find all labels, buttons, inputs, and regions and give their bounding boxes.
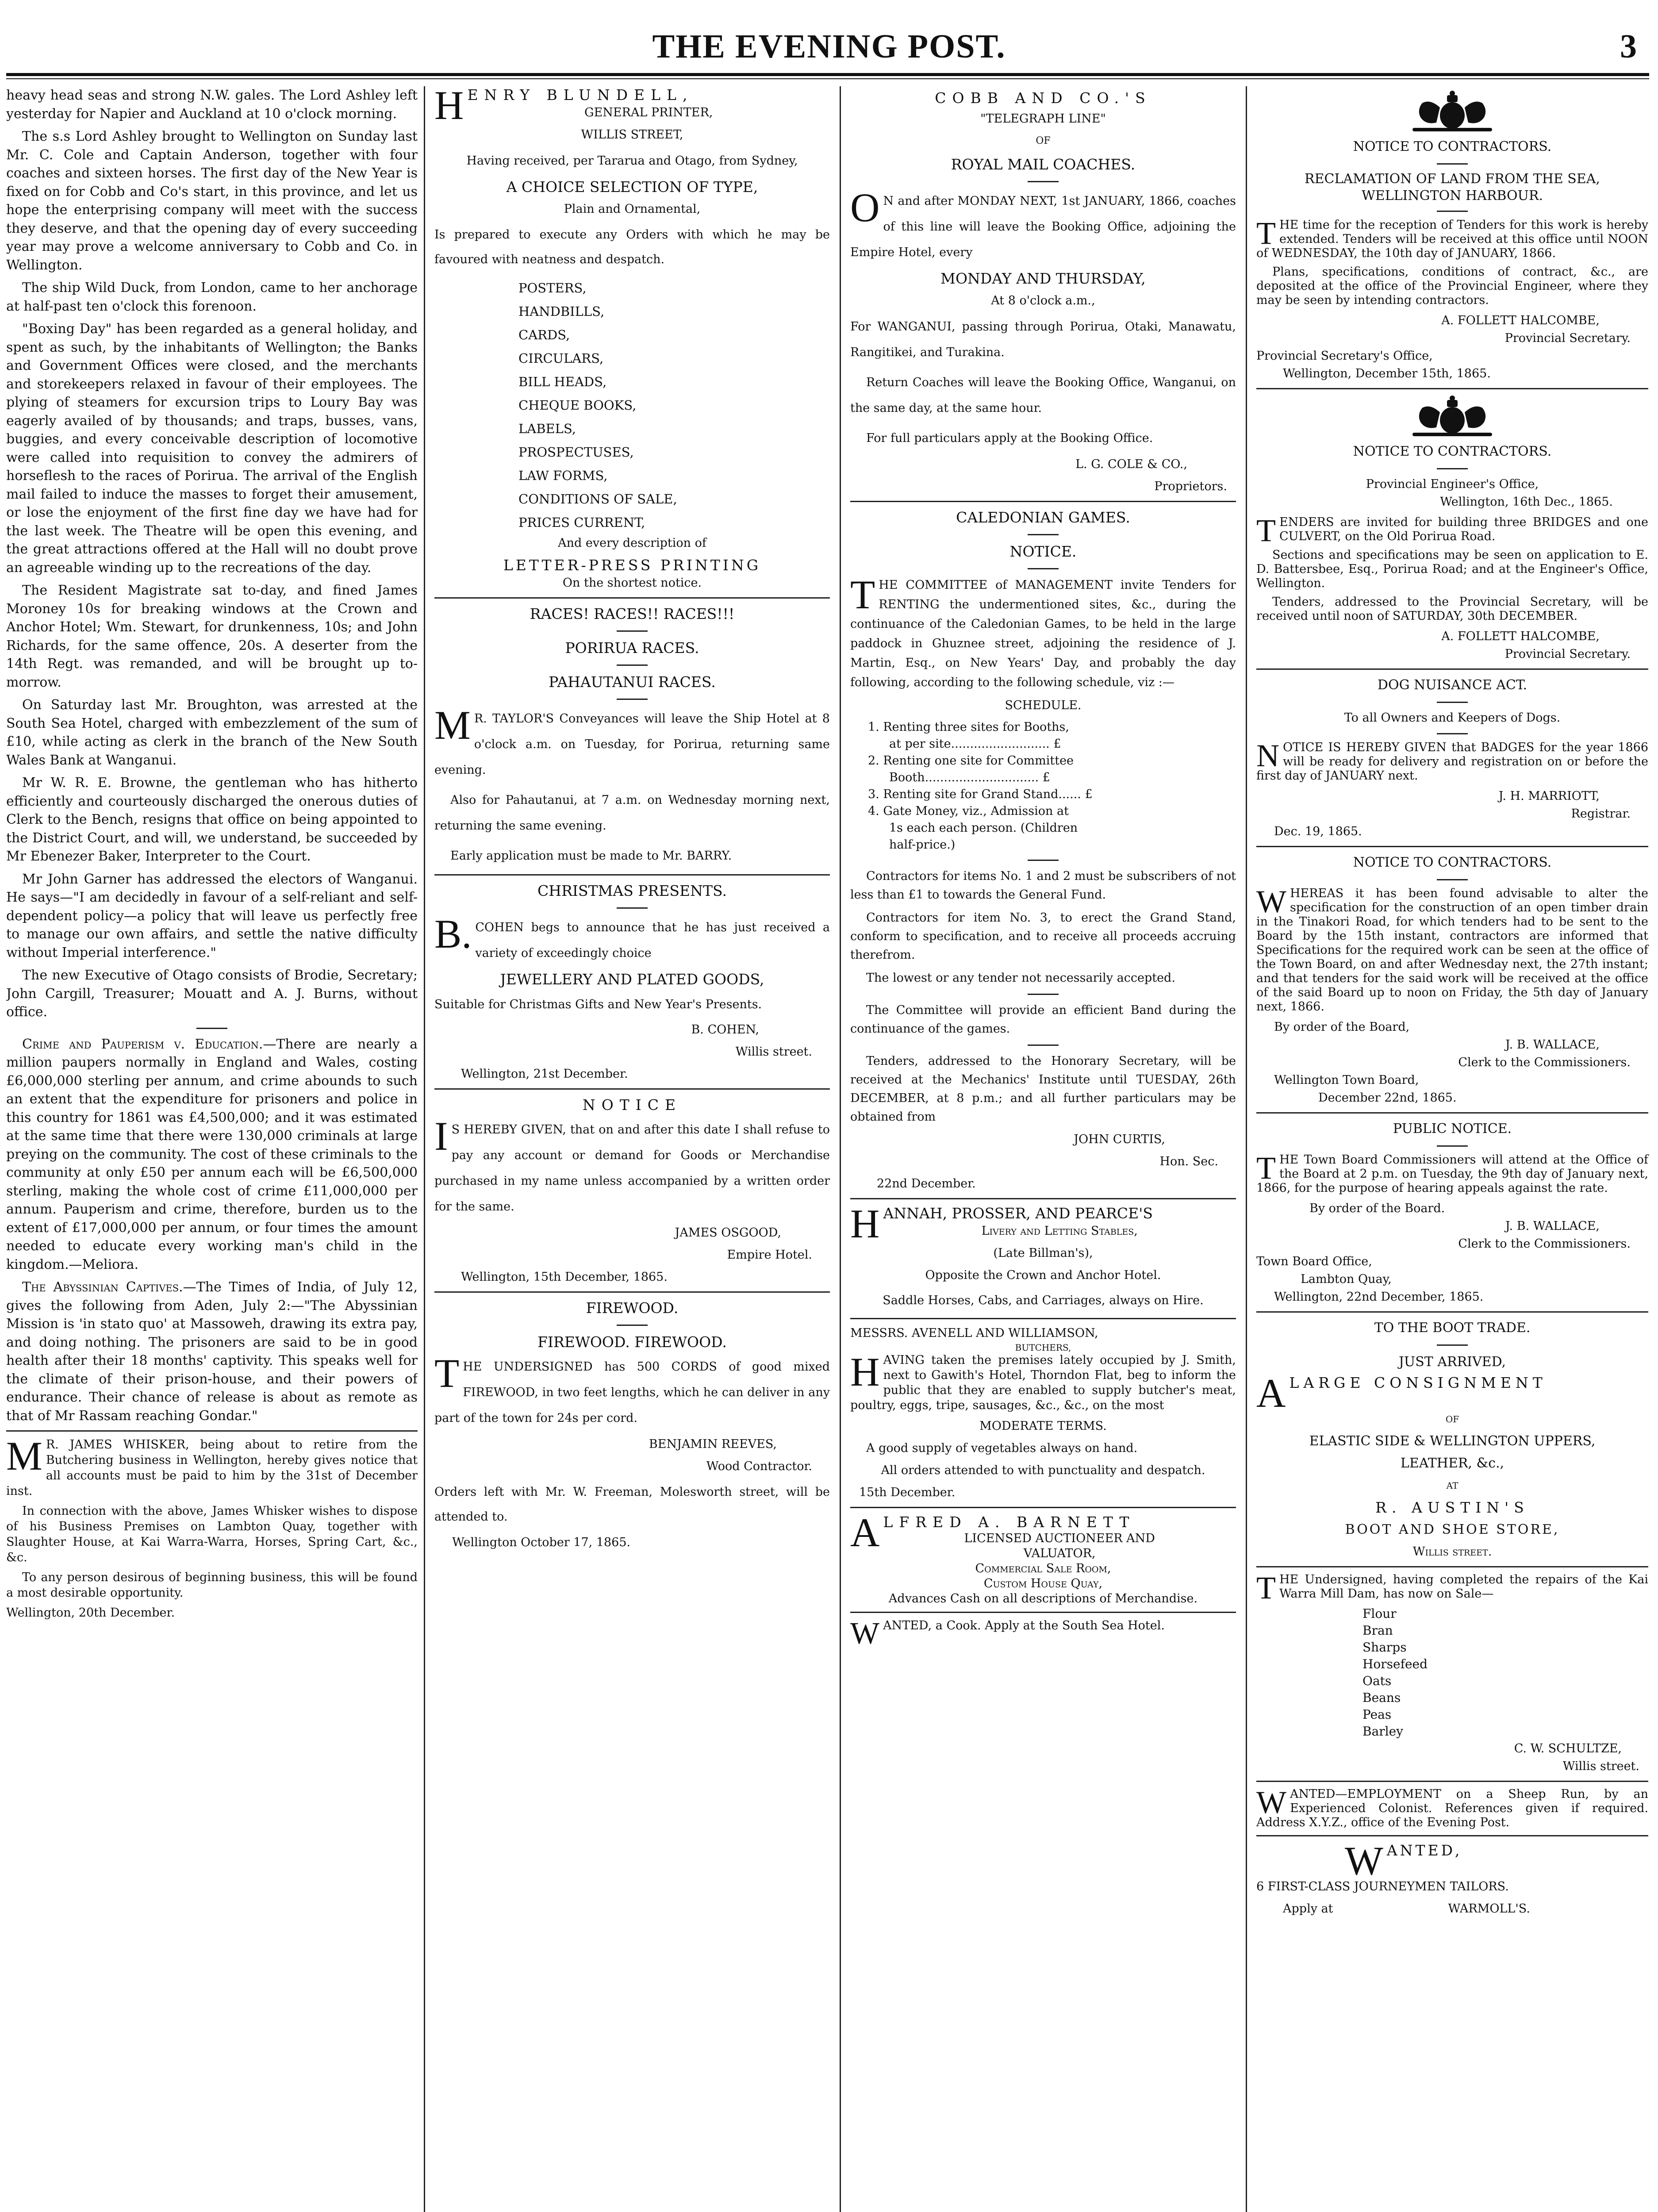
drop-cap: M bbox=[434, 703, 471, 748]
blundell-title: ENRY BLUNDELL, bbox=[467, 86, 694, 104]
separator bbox=[1028, 534, 1059, 535]
cook-text: ANTED, a Cook. Apply at the South Sea Hotel. bbox=[883, 1619, 1165, 1632]
contractors3-notice bbox=[1256, 853, 1648, 1107]
contractors2-sig: A. FOLLETT HALCOMBE, bbox=[1441, 630, 1600, 643]
contractors3-by: By order of the Board, bbox=[1274, 1020, 1410, 1034]
boot-store: BOOT AND SHOE STORE, bbox=[1345, 1522, 1560, 1537]
list-item: PRICES CURRENT, bbox=[518, 515, 645, 530]
firewood-sig: BENJAMIN REEVES, bbox=[649, 1437, 777, 1451]
list-item: Bran bbox=[1362, 1623, 1393, 1638]
cobb-p2: For WANGANUI, passing through Porirua, Otaki, Manawatu, Rangitikei, and Turakina. bbox=[850, 320, 1236, 359]
blundell-received: Having received, per Tararua and Otago, from Sydney, bbox=[466, 154, 798, 168]
firewood-heading: FIREWOOD. bbox=[586, 1299, 679, 1317]
races-ad bbox=[434, 604, 830, 869]
schedule-item: 1. Renting three sites for Booths, bbox=[868, 720, 1069, 734]
tailors-title: ANTED, bbox=[1386, 1842, 1462, 1859]
caledonian-schedule: SCHEDULE. bbox=[1005, 699, 1082, 712]
dog-to: To all Owners and Keepers of Dogs. bbox=[1344, 711, 1561, 725]
coat-of-arms-icon bbox=[1399, 90, 1505, 134]
notice-hotel: Empire Hotel. bbox=[727, 1248, 812, 1262]
schultze-produce-list bbox=[1256, 1605, 1648, 1740]
barnett-l4: Custom House Quay, bbox=[983, 1577, 1103, 1590]
hannah-sub: Livery and Letting Stables, bbox=[981, 1224, 1138, 1238]
drop-cap: T bbox=[1256, 1570, 1276, 1605]
contractors2-date: Wellington, 16th Dec., 1865. bbox=[1440, 495, 1613, 509]
separator bbox=[1256, 388, 1648, 389]
pahautanui-races: PAHAUTANUI RACES. bbox=[549, 673, 716, 691]
contractors3-heading: NOTICE TO CONTRACTORS. bbox=[1353, 855, 1552, 870]
schultze-street: Willis street. bbox=[1562, 1759, 1639, 1773]
schedule-item: 4. Gate Money, viz., Admission at bbox=[868, 804, 1069, 818]
barnett-l5: Advances Cash on all descriptions of Merchandise. bbox=[888, 1592, 1198, 1605]
schultze-p1: HE Undersigned, having completed the repairs of the Kai Warra Mill Dam, has now on Sale— bbox=[1279, 1573, 1648, 1601]
separator bbox=[1256, 1781, 1648, 1782]
drop-cap: W bbox=[1345, 1838, 1383, 1883]
christmas-p2: Suitable for Christmas Gifts and New Year's Presents. bbox=[434, 998, 762, 1011]
notice-heading: NOTICE bbox=[582, 1096, 682, 1114]
drop-cap: T bbox=[1256, 215, 1276, 251]
contractors3-date: December 22nd, 1865. bbox=[1318, 1091, 1457, 1105]
employment-text: ANTED—EMPLOYMENT on a Sheep Run, by an Experienced Colonist. References given if required. Address X.Y.Z., office of the Evening Post. bbox=[1256, 1787, 1648, 1829]
tailors-text: 6 FIRST-CLASS JOURNEYMEN TAILORS. bbox=[1256, 1880, 1509, 1893]
column-divider bbox=[424, 86, 425, 2212]
dog-p1: OTICE IS HEREBY GIVEN that BADGES for the year 1866 will be ready for delivery and registration on or before the first day of JANUARY next. bbox=[1256, 741, 1648, 783]
separator bbox=[617, 630, 648, 632]
drop-cap: T bbox=[1256, 1150, 1276, 1186]
notice-sig: JAMES OSGOOD, bbox=[675, 1226, 781, 1240]
hannah-saddle: Saddle Horses, Cabs, and Carriages, always on Hire. bbox=[883, 1294, 1204, 1307]
separator bbox=[434, 1088, 830, 1090]
news-paragraph: The new Executive of Otago consists of Brodie, Secretary; John Cargill, Treasurer; Mouatt and A. J. Burns, without office. bbox=[6, 968, 418, 1020]
separator bbox=[1028, 181, 1059, 182]
avenell-p1: AVING taken the premises lately occupied by J. Smith, next to Gawith's Hotel, Thorndon Flat, beg to inform the public that they are enabled to supply butcher's meat, poultry, eggs, tripe, sausages, &c., &c., on the most bbox=[850, 1353, 1236, 1412]
contractors3-p1: HEREAS it has been found advisable to alter the specification for the construction of an open timber drain in the Tinakori Road, for which tenders had to be sent to the Board by the 15th instant, contractors are informed that Specifications for the required work can be seen at the office of the Town Board, on and after Wednesday next, the 27th instant; and that tenders for the said work will be received at the office of the said Board up to noon on Friday, the 5th day of January next, 1866. bbox=[1256, 887, 1648, 1014]
separator bbox=[1256, 846, 1648, 847]
tailors-ad bbox=[1256, 1838, 1648, 1918]
boot-large: LARGE CONSIGNMENT bbox=[1289, 1374, 1547, 1391]
news-paragraph: On Saturday last Mr. Broughton, was arrested at the South Sea Hotel, charged with embezzlement of the sum of £10, while acting as clerk in the branch of the New South Wales Bank at Wanganui. bbox=[6, 697, 418, 768]
blundell-list bbox=[434, 276, 830, 534]
barnett-l1: LICENSED AUCTIONEER AND bbox=[964, 1532, 1155, 1545]
drop-cap: T bbox=[850, 572, 875, 617]
schedule-item: half-price.) bbox=[889, 838, 956, 852]
news-paragraph: "Boxing Day" has been regarded as a general holiday, and spent as such, by the inhabitants of Wellington; the Banks and Government Offices were closed, and the merchants and storekeepers relaxed in favour of their employees. The plying of steamers for excursion trips to Loury Bay was eagerly availed of by thousands; and traps, busses, vans, buggies, and every conceivable description of locomotive were called into requisition to convey the admirers of horseflesh to the races of Porirua. The arrival of the English mail failed to induce the masses to forget their amusement, or lose the enjoyment of the first fine day we have had for the last week. The Theatre will be open this evening, and the great attractions offered at the Hall will no doubt prove an agreeable winding up to the recreations of the day. bbox=[6, 321, 418, 576]
schedule-item: 3. Renting site for Grand Stand...... £ bbox=[868, 787, 1093, 801]
public-title: Clerk to the Commissioners. bbox=[1458, 1237, 1631, 1251]
schultze-ad bbox=[1256, 1570, 1648, 1775]
caledonian-p1: HE COMMITTEE of MANAGEMENT invite Tenders for RENTING the undermentioned sites, &c., during the continuance of the Caledonian Games, to be held in the large paddock in Ghuznee street, adjoining the residence of J. Martin, Esq., on New Years' Day, and probably the day following, according to the following schedule, viz :— bbox=[850, 578, 1236, 689]
separator bbox=[1437, 468, 1468, 469]
firewood-ad bbox=[434, 1298, 830, 1551]
cobb-title: COBB AND CO.'S bbox=[935, 89, 1151, 107]
separator bbox=[6, 1430, 418, 1432]
column-divider bbox=[1246, 86, 1247, 2212]
page-number: 3 bbox=[1620, 28, 1637, 65]
separator bbox=[1028, 994, 1059, 995]
firewood-p1: HE UNDERSIGNED has 500 CORDS of good mixed FIREWOOD, in two feet lengths, which he can deliver in any part of the town for 24s per cord. bbox=[434, 1360, 830, 1425]
separator bbox=[1256, 1311, 1648, 1313]
drop-cap: W bbox=[1256, 884, 1286, 919]
separator bbox=[1256, 1112, 1648, 1114]
news-paragraph: The Resident Magistrate sat to-day, and fined James Moroney 10s for breaking windows at the Crown and Anchor Hotel; Wm. Stewart, for drunkenness, 10s; and John Richards, for the same offence, 20s. A deserter from the 14th Regt. was remanded, and will be brought up to-morrow. bbox=[6, 583, 418, 690]
caledonian-title: Hon. Sec. bbox=[1159, 1155, 1218, 1168]
drop-cap: H bbox=[850, 1201, 880, 1246]
firewood-orders: Orders left with Mr. W. Freeman, Molesworth street, will be attended to. bbox=[434, 1485, 830, 1524]
news-paragraph: Mr John Garner has addressed the electors of Wanganui. He says—"I am decidedly in favour of a self-reliant and self-dependent policy—a policy that will leave us perfectly free to manage our own affairs, and settle the native difficulty without Imperial interference." bbox=[6, 871, 418, 960]
blundell-sub1: GENERAL PRINTER, bbox=[584, 106, 713, 119]
schedule-item: 1s each each person. (Children bbox=[889, 821, 1078, 835]
list-item: Peas bbox=[1362, 1707, 1392, 1722]
list-item: BILL HEADS, bbox=[518, 374, 607, 389]
cobb-prop: Proprietors. bbox=[1154, 480, 1227, 493]
list-item: Flour bbox=[1362, 1606, 1397, 1621]
drop-cap: W bbox=[1256, 1785, 1286, 1820]
contractors2-p3: Tenders, addressed to the Provincial Secretary, will be received until noon of SATURDAY, 30th DECEMBER. bbox=[1256, 595, 1648, 623]
contractors1-office: Provincial Secretary's Office, bbox=[1256, 349, 1433, 363]
drop-cap: T bbox=[434, 1351, 460, 1396]
contractors3-office: Wellington Town Board, bbox=[1274, 1073, 1419, 1087]
contractors2-p1: ENDERS are invited for building three BRIDGES and one CULVERT, on the Old Porirua Road. bbox=[1279, 515, 1648, 543]
caledonian-ad bbox=[850, 507, 1236, 1193]
christmas-jewellery: JEWELLERY AND PLATED GOODS, bbox=[500, 971, 764, 988]
public-quay: Lambton Quay, bbox=[1301, 1272, 1392, 1286]
caledonian-date: 22nd December. bbox=[877, 1177, 976, 1190]
whisker-premises: In connection with the above, James Whisker wishes to dispose of his Business Premises on Lambton Quay, together with Slaughter House, at Kai Warra-Warra, Horses, Spring Cart, &c., &c. bbox=[6, 1504, 418, 1564]
contractors1-sig: A. FOLLETT HALCOMBE, bbox=[1441, 314, 1600, 327]
drop-cap: A bbox=[850, 1510, 880, 1555]
masthead-rule bbox=[6, 73, 1649, 76]
abyssinian-heading: The Abyssinian Captives. bbox=[22, 1279, 183, 1295]
caledonian-heading: CALEDONIAN GAMES. bbox=[956, 509, 1130, 526]
caledonian-p4: The lowest or any tender not necessarily accepted. bbox=[866, 971, 1175, 985]
christmas-ad bbox=[434, 881, 830, 1083]
barnett-title: LFRED A. BARNETT bbox=[883, 1513, 1136, 1531]
whisker-notice: R. JAMES WHISKER, being about to retire from the Butchering business in Wellington, hereby gives notice that all accounts must be paid to him by the 31st of December inst. bbox=[6, 1438, 418, 1498]
separator bbox=[1028, 860, 1059, 861]
dog-title: Registrar. bbox=[1571, 807, 1631, 821]
barnett-ad bbox=[850, 1510, 1236, 1606]
news-paragraph: Mr W. R. E. Browne, the gentleman who has hitherto efficiently and courteously discharged the onerous duties of Clerk to the Bench, resigns that office on being appointed to the District Court, and will, we understand, be succeeded by Mr Ebenezer Baker, Interpreter to the Court. bbox=[6, 775, 418, 864]
drop-cap: B. bbox=[434, 911, 472, 956]
newspaper-title: THE EVENING POST. bbox=[652, 28, 1006, 65]
tailors-name: WARMOLL'S. bbox=[1448, 1902, 1530, 1916]
boot-arrived: JUST ARRIVED, bbox=[1398, 1354, 1506, 1370]
drop-cap: N bbox=[1256, 738, 1279, 773]
blundell-ad bbox=[434, 86, 830, 592]
blundell-shortest: On the shortest notice. bbox=[562, 576, 702, 590]
caledonian-p3: Contractors for item No. 3, to erect the Grand Stand, conform to specification, and to receive all proceeds accruing therefrom. bbox=[850, 911, 1236, 962]
news-paragraph: heavy head seas and strong N.W. gales. The Lord Ashley left yesterday for Napier and Auckland at 10 o'clock morning. bbox=[6, 88, 418, 122]
list-item: HANDBILLS, bbox=[518, 304, 605, 319]
separator bbox=[1437, 1145, 1468, 1147]
separator bbox=[434, 874, 830, 876]
separator bbox=[434, 1291, 830, 1293]
caledonian-sig: JOHN CURTIS, bbox=[1074, 1133, 1165, 1146]
schedule-item: 2. Renting one site for Committee bbox=[868, 754, 1074, 768]
drop-cap: A bbox=[1256, 1371, 1286, 1416]
avenell-p2: A good supply of vegetables always on hand. bbox=[866, 1441, 1138, 1455]
public-notice bbox=[1256, 1119, 1648, 1306]
crime-text: —There are nearly a million paupers normally in England and Wales, costing £6,000,000 sterling per annum, and crime abounds to such an extent that the expenditure for prisoners and police in this country for 1861 was £4,500,000; and it was estimated at the same time that there were 130,000 criminals at large preying on the community. The cost of these criminals to the community at only £50 per annum each will be £6,500,000 sterling, making the whole cost of crime £11,000,000 per annum. Pauperism and crime, therefore, burden us to the extent of £17,000,000 per annum, or four times the amount needed to educate every working man's child in the kingdom.—Meliora. bbox=[6, 1036, 418, 1272]
crime-article bbox=[6, 1035, 418, 1274]
porirua-races: PORIRUA RACES. bbox=[565, 639, 699, 657]
abyssinian-text: —The Times of India, of July 12, gives the following from Aden, July 2:—"The Abyssinian Mission is 'in stato quo' at Massoweh, drawing its extra pay, and doing nothing. The prisoners are said to be in good health after their 18 months' captivity. This speaks well for the climate of their prison-house, and their powers of endurance. Their chance of release is about as remote as that of Mr Rassam reaching Gondar." bbox=[6, 1279, 418, 1424]
hannah-ad bbox=[850, 1201, 1236, 1313]
contractors1-title: Provincial Secretary. bbox=[1504, 331, 1631, 345]
separator bbox=[617, 907, 648, 909]
list-item: CONDITIONS OF SALE, bbox=[518, 492, 677, 507]
separator bbox=[850, 1612, 1236, 1613]
public-date: Wellington, 22nd December, 1865. bbox=[1274, 1290, 1484, 1304]
drop-cap: H bbox=[434, 86, 464, 128]
firewood-sub: FIREWOOD. FIREWOOD. bbox=[537, 1333, 727, 1351]
public-heading: PUBLIC NOTICE. bbox=[1393, 1121, 1512, 1137]
caledonian-schedule-list bbox=[850, 719, 1236, 853]
barnett-l3: Commercial Sale Room, bbox=[975, 1562, 1111, 1575]
list-item: Oats bbox=[1362, 1674, 1392, 1688]
list-item: PROSPECTUSES, bbox=[518, 445, 634, 460]
races-p3: Early application must be made to Mr. BARRY. bbox=[450, 849, 732, 863]
hannah-late: (Late Billman's), bbox=[993, 1246, 1093, 1260]
contractors1-notice bbox=[1256, 137, 1648, 383]
coat-of-arms-icon bbox=[1399, 395, 1505, 439]
separator bbox=[1256, 1566, 1648, 1567]
separator bbox=[1437, 211, 1468, 212]
caledonian-p5: The Committee will provide an efficient Band during the continuance of the games. bbox=[850, 1003, 1236, 1036]
avenell-ad bbox=[850, 1325, 1236, 1502]
separator bbox=[1437, 1344, 1468, 1346]
christmas-date: Wellington, 21st December. bbox=[461, 1067, 628, 1081]
caledonian-p6: Tenders, addressed to the Honorary Secretary, will be received at the Mechanics' Institute until TUESDAY, 26th DECEMBER, at 8 p.m.; and all further particulars may be obtained from bbox=[850, 1054, 1236, 1124]
dog-sig: J. H. MARRIOTT, bbox=[1498, 789, 1600, 803]
caledonian-notice: NOTICE. bbox=[1009, 543, 1077, 560]
contractors2-title: Provincial Secretary. bbox=[1504, 647, 1631, 661]
cobb-time: At 8 o'clock a.m., bbox=[991, 294, 1095, 307]
list-item: Beans bbox=[1362, 1690, 1401, 1705]
notice-p1: S HEREBY GIVEN, that on and after this date I shall refuse to pay any account or demand for Goods or Merchandise purchased in my name unless accompanied by a written order for the same. bbox=[434, 1123, 830, 1214]
separator bbox=[1256, 668, 1648, 670]
avenell-heading: MESSRS. AVENELL AND WILLIAMSON, bbox=[850, 1326, 1098, 1340]
separator bbox=[1028, 1045, 1059, 1046]
blundell-choice: A CHOICE SELECTION OF TYPE, bbox=[506, 178, 758, 196]
list-item: LAW FORMS, bbox=[518, 468, 608, 483]
dog-date: Dec. 19, 1865. bbox=[1274, 825, 1362, 838]
list-item: POSTERS, bbox=[518, 280, 587, 296]
drop-cap: I bbox=[434, 1114, 448, 1159]
contractors1-date: Wellington, December 15th, 1865. bbox=[1283, 367, 1491, 380]
separator bbox=[1256, 1835, 1648, 1836]
cook-ad bbox=[850, 1617, 1236, 1651]
schedule-item: Booth.............................. £ bbox=[889, 771, 1050, 784]
drop-cap: O bbox=[850, 185, 880, 230]
races-p1: R. TAYLOR'S Conveyances will leave the Ship Hotel at 8 o'clock a.m. on Tuesday, for Porirua, returning same evening. bbox=[434, 712, 830, 777]
separator bbox=[850, 501, 1236, 502]
whisker-opportunity: To any person desirous of beginning business, this will be found a most desirable opportunity. bbox=[6, 1571, 418, 1600]
schedule-item: at per site.......................... £ bbox=[889, 737, 1061, 751]
tailors-apply: Apply at bbox=[1283, 1902, 1333, 1916]
column-notices bbox=[1252, 86, 1653, 2212]
firewood-title: Wood Contractor. bbox=[706, 1459, 812, 1473]
whisker-ad bbox=[6, 1433, 418, 1621]
hannah-opp: Opposite the Crown and Anchor Hotel. bbox=[925, 1268, 1161, 1282]
boot-of: OF bbox=[1445, 1414, 1459, 1425]
christmas-street: Willis street. bbox=[735, 1045, 812, 1059]
osgood-notice bbox=[434, 1095, 830, 1286]
christmas-p1: COHEN begs to announce that he has just received a variety of exceedingly choice bbox=[475, 921, 830, 960]
blundell-every: And every description of bbox=[558, 536, 706, 550]
separator bbox=[1028, 568, 1059, 569]
separator bbox=[434, 597, 830, 599]
contractors2-p2: Sections and specifications may be seen on application to E. D. Battersbee, Esq., Porirua Road; and at the Engineer's Office, Wellington. bbox=[1256, 548, 1648, 590]
cobb-line: "TELEGRAPH LINE" bbox=[980, 112, 1106, 126]
boot-austin: R. AUSTIN'S bbox=[1375, 1499, 1529, 1516]
list-item: CIRCULARS, bbox=[518, 351, 604, 366]
separator bbox=[196, 1028, 227, 1029]
boot-ad bbox=[1256, 1318, 1648, 1561]
blundell-sub2: WILLIS STREET, bbox=[581, 128, 683, 142]
cobb-p4: For full particulars apply at the Booking Office. bbox=[866, 431, 1153, 445]
dog-heading: DOG NUISANCE ACT. bbox=[1377, 677, 1528, 693]
notice-date: Wellington, 15th December, 1865. bbox=[461, 1270, 668, 1284]
boot-at: AT bbox=[1446, 1480, 1458, 1491]
cobb-p1: N and after MONDAY NEXT, 1st JANUARY, 1866, coaches of this line will leave the Booking Office, adjoining the Empire Hotel, every bbox=[850, 194, 1236, 259]
crime-heading: Crime and Pauperism v. Education. bbox=[22, 1036, 263, 1052]
races-p2: Also for Pahautanui, at 7 a.m. on Wednesday morning next, returning the same evening. bbox=[434, 793, 830, 833]
employment-ad bbox=[1256, 1787, 1648, 1830]
list-item: Horsefeed bbox=[1362, 1657, 1428, 1671]
masthead bbox=[0, 0, 1658, 88]
blundell-letterpress: LETTER-PRESS PRINTING bbox=[503, 557, 761, 574]
contractors2-notice bbox=[1256, 442, 1648, 663]
separator bbox=[617, 1325, 648, 1326]
cobb-days: MONDAY AND THURSDAY, bbox=[940, 270, 1146, 287]
drop-cap: W bbox=[850, 1617, 880, 1651]
barnett-l2: VALUATOR, bbox=[1023, 1547, 1096, 1560]
cobb-of: OF bbox=[1036, 135, 1051, 146]
separator bbox=[850, 1318, 1236, 1319]
drop-cap: T bbox=[1256, 513, 1276, 548]
list-item: LABELS, bbox=[518, 421, 576, 436]
contractors3-title: Clerk to the Commissioners. bbox=[1458, 1056, 1631, 1069]
christmas-heading: CHRISTMAS PRESENTS. bbox=[537, 882, 727, 899]
list-item: Sharps bbox=[1362, 1640, 1407, 1655]
cobb-p3: Return Coaches will leave the Booking Office, Wanganui, on the same day, at the same hour. bbox=[850, 376, 1236, 415]
cobb-royal: ROYAL MAIL COACHES. bbox=[951, 156, 1136, 173]
list-item: CARDS, bbox=[518, 327, 570, 342]
separator bbox=[1437, 702, 1468, 703]
christmas-sig: B. COHEN, bbox=[691, 1023, 759, 1037]
public-by: By order of the Board. bbox=[1309, 1202, 1445, 1215]
separator bbox=[850, 1198, 1236, 1199]
contractors2-office: Provincial Engineer's Office, bbox=[1366, 477, 1539, 491]
separator bbox=[850, 1507, 1236, 1508]
boot-street: Willis street. bbox=[1412, 1545, 1492, 1559]
drop-cap: H bbox=[850, 1349, 880, 1394]
news-paragraph: The s.s Lord Ashley brought to Wellington on Sunday last Mr. C. Cole and Captain Anderson, together with four coaches and sixteen horses. The first day of the New Year is fixed on for Cobb and Co's start, in this province, and let us hope the enterprising company will meet with the success they deserve, and that the opening day of every succeeding year may prove a welcome anniversary to Cobb and Co. in Wellington. bbox=[6, 129, 418, 273]
list-item: CHEQUE BOOKS, bbox=[518, 398, 637, 413]
schultze-sig: C. W. SCHULTZE, bbox=[1514, 1742, 1622, 1755]
public-sig: J. B. WALLACE, bbox=[1505, 1219, 1600, 1233]
boot-leather: LEATHER, &c., bbox=[1400, 1455, 1504, 1471]
cobb-sig: L. G. COLE & CO., bbox=[1075, 457, 1187, 471]
news-paragraph: The ship Wild Duck, from London, came to her anchorage at half-past ten o'clock this forenoon. bbox=[6, 280, 418, 314]
caledonian-p2: Contractors for items No. 1 and 2 must be subscribers of not less than £1 to towards the General Fund. bbox=[850, 869, 1236, 902]
avenell-date: 15th December. bbox=[859, 1486, 956, 1499]
contractors1-p2: Plans, specifications, conditions of contract, &c., are deposited at the office of the Provincial Engineer, where they may be seen by intending contractors. bbox=[1256, 265, 1648, 307]
boot-heading: TO THE BOOT TRADE. bbox=[1374, 1320, 1531, 1336]
separator bbox=[1437, 733, 1468, 734]
avenell-butchers: BUTCHERS, bbox=[1015, 1342, 1071, 1353]
separator bbox=[1437, 163, 1468, 165]
contractors2-heading: NOTICE TO CONTRACTORS. bbox=[1353, 444, 1552, 459]
masthead-rule-thin bbox=[6, 78, 1649, 79]
public-office: Town Board Office, bbox=[1256, 1255, 1372, 1268]
drop-cap: M bbox=[6, 1433, 42, 1479]
separator bbox=[617, 664, 648, 666]
cobb-ad bbox=[850, 88, 1236, 495]
separator bbox=[1437, 879, 1468, 880]
avenell-p3: All orders attended to with punctuality and despatch. bbox=[881, 1463, 1205, 1477]
blundell-prepared: Is prepared to execute any Orders with which he may be favoured with neatness and despatch. bbox=[434, 228, 830, 266]
contractors3-sig: J. B. WALLACE, bbox=[1505, 1038, 1600, 1052]
boot-elastic: ELASTIC SIDE & WELLINGTON UPPERS, bbox=[1309, 1433, 1596, 1449]
list-item: Barley bbox=[1362, 1724, 1403, 1739]
abyssinian-article bbox=[6, 1278, 418, 1425]
column-news bbox=[6, 86, 418, 2212]
contractors1-p1: HE time for the reception of Tenders for this work is hereby extended. Tenders will be received at this office until NOON of WEDNESDAY, the 10th day of JANUARY, 1866. bbox=[1256, 218, 1648, 260]
hannah-title: ANNAH, PROSSER, AND PEARCE'S bbox=[883, 1205, 1153, 1222]
firewood-date: Wellington October 17, 1865. bbox=[452, 1536, 631, 1549]
blundell-plain: Plain and Ornamental, bbox=[564, 202, 701, 216]
races-heading: RACES! RACES!! RACES!!! bbox=[530, 605, 735, 622]
contractors1-reclamation: RECLAMATION OF LAND FROM THE SEA, WELLINGTON HARBOUR. bbox=[1305, 171, 1600, 204]
column-ads-1 bbox=[430, 86, 834, 2212]
avenell-moderate: MODERATE TERMS. bbox=[979, 1419, 1107, 1433]
column-ads-2 bbox=[846, 86, 1240, 2212]
contractors1-heading: NOTICE TO CONTRACTORS. bbox=[1353, 139, 1552, 154]
public-p1: HE Town Board Commissioners will attend at the Office of the Board at 2 p.m. on Tuesday, the 9th day of January next, 1866, for the purpose of hearing appeals against the rate. bbox=[1256, 1153, 1648, 1195]
separator bbox=[617, 699, 648, 700]
dog-notice bbox=[1256, 675, 1648, 841]
column-divider bbox=[840, 86, 841, 2212]
whisker-date: Wellington, 20th December. bbox=[6, 1606, 175, 1620]
